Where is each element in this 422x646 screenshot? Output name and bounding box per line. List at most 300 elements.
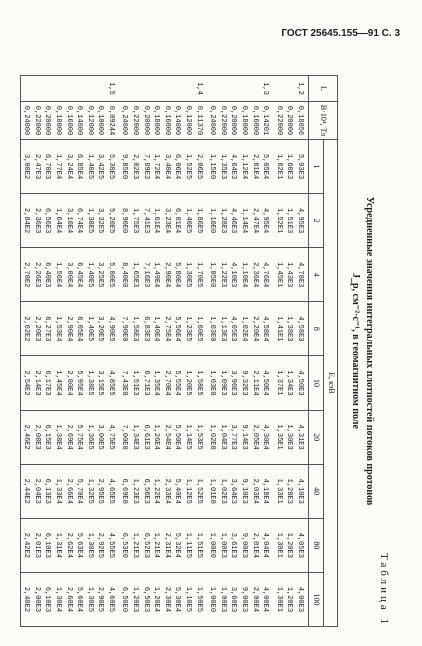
- title-line-1: Усредненные значения интегральных плотностей потоков протонов: [364, 196, 375, 506]
- cell-value: 7,90E0: [119, 302, 130, 356]
- cell-value: 4,55E5: [105, 518, 119, 572]
- table-row: [172, 76, 183, 627]
- table-row: [119, 76, 130, 627]
- cell-value: 4,58E4: [260, 302, 274, 356]
- cell-value: 9,32E3: [238, 356, 249, 410]
- cell-value: 5,63E4: [74, 518, 85, 572]
- table-row: [42, 76, 53, 627]
- cell-value: 2,60E4: [63, 572, 74, 626]
- page-header: ГОСТ 25645.155—91 С. 3: [281, 28, 400, 39]
- cell-value: 4,64E3: [228, 140, 239, 194]
- table-row: [151, 76, 162, 627]
- cell-value: 2,03E4: [249, 464, 260, 518]
- cell-value: 6,40E3: [42, 248, 53, 302]
- table-row: [140, 76, 151, 627]
- table-wrapper: [20, 75, 338, 627]
- cell-l: [161, 76, 172, 102]
- cell-value: 1,35E3: [217, 140, 228, 194]
- cell-value: 9,00E3: [238, 518, 249, 572]
- table-row: [52, 76, 63, 627]
- cell-value: 6,45E4: [74, 248, 85, 302]
- cell-value: 8,40E0: [119, 248, 130, 302]
- cell-value: 1,34E3: [284, 356, 295, 410]
- cell-value: 1,13E3: [217, 302, 228, 356]
- cell-value: 2,33E4: [161, 464, 172, 518]
- cell-value: 1,45E4: [52, 356, 63, 410]
- cell-b: 0,18000: [52, 102, 63, 140]
- cell-value: 1,35E4: [151, 356, 162, 410]
- cell-value: 3,15E5: [95, 356, 106, 410]
- col-header-b: B·10⁴, Тл: [309, 102, 338, 140]
- cell-value: 1,51E5: [193, 518, 207, 572]
- cell-value: 6,74E4: [74, 194, 85, 248]
- table-row: [260, 76, 274, 627]
- cell-value: 2,80E4: [63, 356, 74, 410]
- cell-value: 8,90E0: [119, 194, 130, 248]
- cell-value: 2,95E5: [95, 464, 106, 518]
- cell-value: 1,00E0: [207, 518, 218, 572]
- cell-value: 1,60E3: [284, 140, 295, 194]
- cell-value: 1,51E3: [284, 194, 295, 248]
- table-number: Таблица 1: [378, 552, 390, 627]
- cell-value: 1,36E5: [84, 410, 95, 464]
- cell-value: 6,17E3: [42, 356, 53, 410]
- cell-value: 9,14E3: [238, 410, 249, 464]
- col-header-energy: 80: [309, 518, 324, 572]
- cell-value: 1,30E1: [273, 572, 284, 626]
- cell-value: 1,70E5: [193, 248, 207, 302]
- cell-value: 1,10E5: [182, 572, 193, 626]
- cell-value: 3,96E3: [228, 356, 239, 410]
- col-header-energy: 2: [309, 194, 324, 248]
- cell-value: 5,32E4: [172, 518, 183, 572]
- cell-value: 2,00E4: [249, 572, 260, 626]
- cell-value: 1,58E5: [193, 356, 207, 410]
- cell-value: 1,30E5: [84, 572, 95, 626]
- cell-b: 0,20000: [284, 102, 295, 140]
- table-row: [207, 76, 218, 627]
- cell-value: 6,10E3: [42, 518, 53, 572]
- table-row: [284, 76, 295, 627]
- cell-b: 0,22000: [217, 102, 228, 140]
- cell-value: 1,20E3: [284, 518, 295, 572]
- cell-value: 1,30E3: [284, 410, 295, 464]
- table-row: [249, 76, 260, 627]
- cell-b: 0,14201: [260, 102, 274, 140]
- cell-value: 1,20E3: [130, 572, 141, 626]
- cell-value: 1,00E3: [217, 518, 228, 572]
- cell-value: 4,30E4: [260, 410, 274, 464]
- col-header-energy: 4: [309, 248, 324, 302]
- cell-value: 1,22E4: [151, 464, 162, 518]
- cell-value: 1,14E5: [182, 410, 193, 464]
- cell-value: 4,60E5: [105, 572, 119, 626]
- cell-value: 1,38E3: [284, 302, 295, 356]
- cell-value: 1,33E1: [273, 464, 284, 518]
- cell-value: 2,30E4: [161, 572, 172, 626]
- cell-value: 7,89E3: [140, 140, 151, 194]
- table-row: [161, 76, 172, 627]
- cell-value: 3,00E4: [63, 248, 74, 302]
- cell-value: 6,15E3: [42, 410, 53, 464]
- cell-l: [74, 76, 85, 102]
- cell-value: 6,52E3: [140, 518, 151, 572]
- cell-value: 1,52E5: [182, 140, 193, 194]
- cell-value: 2,62E4: [63, 518, 74, 572]
- cell-l: [238, 76, 249, 102]
- cell-value: 1,77E4: [52, 140, 63, 194]
- cell-value: 3,61E3: [228, 518, 239, 572]
- cell-b: 0,22000: [130, 102, 141, 140]
- cell-value: 4,50E3: [294, 356, 308, 410]
- rotated-table-frame: [22, 71, 392, 631]
- cell-value: 7,16E3: [140, 248, 151, 302]
- cell-value: 9,85E0: [119, 140, 130, 194]
- cell-value: 3,00E2: [20, 140, 31, 194]
- cell-value: 5,70E4: [74, 464, 85, 518]
- table-title: [348, 71, 376, 631]
- cell-value: 2,92E5: [95, 518, 106, 572]
- cell-l: 1,2: [294, 76, 308, 102]
- cell-value: 1,34E3: [130, 410, 141, 464]
- cell-value: 2,20E3: [31, 302, 42, 356]
- cell-l: [119, 76, 130, 102]
- cell-value: 3,24E4: [63, 140, 74, 194]
- cell-value: 1,41E1: [273, 302, 284, 356]
- cell-value: 1,37E1: [273, 356, 284, 410]
- cell-value: 1,50E5: [193, 572, 207, 626]
- cell-value: 4,05E3: [294, 518, 308, 572]
- cell-l: [140, 76, 151, 102]
- cell-b: 0,16000: [161, 102, 172, 140]
- cell-value: 6,13E3: [42, 464, 53, 518]
- cell-value: 4,00E4: [260, 572, 274, 626]
- cell-value: 6,05E4: [74, 302, 85, 356]
- table-row: [182, 76, 193, 627]
- cell-b: 0,14000: [74, 102, 85, 140]
- cell-value: 1,65E3: [130, 248, 141, 302]
- cell-l: [95, 76, 106, 102]
- cell-value: 1,03E0: [207, 356, 218, 410]
- cell-value: 1,28E3: [217, 194, 228, 248]
- cell-l: [207, 76, 218, 102]
- cell-value: 1,21E4: [151, 518, 162, 572]
- cell-value: 1,31E4: [52, 518, 63, 572]
- cell-value: 1,53E4: [52, 302, 63, 356]
- cell-value: 2,44E2: [20, 464, 31, 518]
- cell-value: 1,40E5: [182, 194, 193, 248]
- cell-value: 1,20E5: [182, 356, 193, 410]
- table-row: [84, 76, 95, 627]
- cell-value: 3,64E3: [228, 464, 239, 518]
- cell-value: 6,56E3: [42, 194, 53, 248]
- cell-value: 4,46E3: [228, 194, 239, 248]
- cell-value: 2,46E2: [20, 410, 31, 464]
- table-row: [273, 76, 284, 627]
- cell-value: 6,50E0: [119, 572, 130, 626]
- cell-value: 4,95E3: [294, 194, 308, 248]
- cell-value: 1,00E3: [217, 572, 228, 626]
- cell-value: 1,35E1: [273, 410, 284, 464]
- cell-value: 1,22E3: [217, 248, 228, 302]
- cell-b: 0,24000: [119, 102, 130, 140]
- cell-value: 2,31E4: [161, 518, 172, 572]
- cell-value: 2,62E2: [20, 302, 31, 356]
- cell-value: 3,32E5: [95, 194, 106, 248]
- cell-value: 2,75E4: [161, 302, 172, 356]
- cell-l: [228, 76, 239, 102]
- cell-value: 5,50E4: [172, 410, 183, 464]
- cell-value: 6,56E3: [140, 464, 151, 518]
- cell-value: 7,43E0: [119, 356, 130, 410]
- cell-l: [273, 76, 284, 102]
- cell-value: 1,60E5: [193, 302, 207, 356]
- table-row: [294, 76, 308, 627]
- cell-b: 0,18056: [294, 102, 308, 140]
- title-line-2: J_p, см⁻²·с⁻¹, в геомагнитном поле: [350, 273, 361, 429]
- table-row: [20, 76, 31, 627]
- col-header-energy: 8: [309, 302, 324, 356]
- cell-b: 0,24000: [207, 102, 218, 140]
- cell-value: 1,04E3: [217, 410, 228, 464]
- cell-value: 1,30E1: [273, 518, 284, 572]
- cell-value: 1,40E5: [84, 140, 95, 194]
- cell-value: 5,75E4: [74, 410, 85, 464]
- cell-value: 2,20E4: [249, 302, 260, 356]
- cell-value: 1,62E1: [273, 140, 284, 194]
- col-header-l: L: [309, 76, 338, 102]
- cell-b: 0,16000: [63, 102, 74, 140]
- cell-value: 1,64E4: [52, 194, 63, 248]
- cell-value: 3,77E3: [228, 410, 239, 464]
- cell-l: 1,3: [260, 76, 274, 102]
- col-header-energy-group: E, кэВ: [324, 140, 338, 627]
- cell-value: 6,27E3: [42, 302, 53, 356]
- cell-value: 7,00E0: [119, 410, 130, 464]
- cell-value: 2,01E3: [31, 518, 42, 572]
- cell-value: 4,05E3: [228, 302, 239, 356]
- cell-b: 0,18000: [151, 102, 162, 140]
- cell-value: 1,02E0: [207, 410, 218, 464]
- cell-b: 0,22000: [31, 102, 42, 140]
- cell-b: 0,22000: [273, 102, 284, 140]
- cell-b: 0,20000: [140, 102, 151, 140]
- cell-value: 5,95E4: [74, 356, 85, 410]
- cell-l: [63, 76, 74, 102]
- cell-value: 1,72E4: [151, 140, 162, 194]
- cell-value: 1,15E0: [207, 140, 218, 194]
- cell-b: 0,20000: [228, 102, 239, 140]
- cell-value: 1,21E3: [130, 518, 141, 572]
- cell-value: 2,36E4: [249, 248, 260, 302]
- cell-value: 2,66E4: [63, 464, 74, 518]
- cell-value: 6,69E0: [119, 464, 130, 518]
- table-row: [193, 76, 207, 627]
- cell-value: 9,00E3: [238, 572, 249, 626]
- cell-value: 1,12E4: [238, 140, 249, 194]
- cell-value: 2,47E4: [249, 194, 260, 248]
- cell-value: 2,70E2: [20, 248, 31, 302]
- cell-value: 1,12E5: [182, 464, 193, 518]
- cell-value: 4,18E4: [260, 464, 274, 518]
- cell-value: 2,61E4: [249, 140, 260, 194]
- cell-l: 1,4: [193, 76, 207, 102]
- table-row: [31, 76, 42, 627]
- cell-value: 3,20E5: [95, 302, 106, 356]
- cell-value: 1,40E5: [84, 302, 95, 356]
- cell-value: 1,40E5: [84, 248, 95, 302]
- cell-value: 3,42E5: [95, 140, 106, 194]
- cell-b: 0,12000: [84, 102, 95, 140]
- data-table: [20, 75, 338, 627]
- cell-value: 1,38E4: [52, 410, 63, 464]
- cell-value: 1,23E3: [130, 464, 141, 518]
- cell-l: [151, 76, 162, 102]
- cell-l: [31, 76, 42, 102]
- cell-value: 5,03E3: [294, 140, 308, 194]
- cell-value: 4,10E3: [294, 464, 308, 518]
- cell-b: 0,18000: [238, 102, 249, 140]
- cell-value: 1,52E5: [193, 464, 207, 518]
- cell-value: 1,28E3: [284, 464, 295, 518]
- cell-value: 3,00E5: [95, 410, 106, 464]
- cell-value: 1,10E0: [207, 194, 218, 248]
- col-header-energy: 10: [309, 356, 324, 410]
- cell-value: 2,69E4: [63, 410, 74, 464]
- cell-value: 4,76E4: [260, 248, 274, 302]
- cell-value: 6,01E4: [172, 194, 183, 248]
- cell-value: 4,50E4: [260, 356, 274, 410]
- cell-value: 1,05E0: [207, 248, 218, 302]
- cell-l: [42, 76, 53, 102]
- cell-value: 3,40E4: [161, 140, 172, 194]
- cell-value: 1,51E3: [130, 356, 141, 410]
- cell-b: 0,24000: [20, 102, 31, 140]
- cell-b: 0,12000: [182, 102, 193, 140]
- cell-value: 4,78E3: [294, 248, 308, 302]
- cell-value: 1,20E3: [284, 572, 295, 626]
- cell-value: 4,31E3: [294, 410, 308, 464]
- cell-value: 2,01E4: [249, 518, 260, 572]
- cell-value: 1,30E4: [52, 572, 63, 626]
- cell-value: 4,85E5: [105, 356, 119, 410]
- cell-l: [249, 76, 260, 102]
- cell-value: 1,38E5: [84, 356, 95, 410]
- cell-value: 6,71E3: [140, 356, 151, 410]
- cell-value: 6,61E3: [140, 410, 151, 464]
- cell-value: 1,23E5: [182, 302, 193, 356]
- cell-value: 5,20E5: [105, 194, 119, 248]
- cell-value: 4,04E4: [260, 518, 274, 572]
- cell-value: 2,70E4: [161, 356, 172, 410]
- cell-value: 4,58E3: [294, 302, 308, 356]
- cell-value: 1,10E4: [238, 248, 249, 302]
- cell-value: 5,30E4: [172, 572, 183, 626]
- cell-value: 1,40E4: [151, 302, 162, 356]
- cell-value: 1,02E4: [238, 302, 249, 356]
- cell-value: 5,55E4: [172, 356, 183, 410]
- cell-value: 5,30E5: [105, 140, 119, 194]
- cell-value: 4,10E3: [228, 248, 239, 302]
- cell-value: 2,00E3: [31, 572, 42, 626]
- cell-value: 6,53E0: [119, 518, 130, 572]
- cell-value: 2,54E2: [20, 356, 31, 410]
- cell-value: 9,10E3: [238, 464, 249, 518]
- cell-value: 2,06E5: [193, 140, 207, 194]
- cell-b: 0,10000: [95, 102, 106, 140]
- cell-value: 2,40E2: [20, 572, 31, 626]
- cell-value: 1,32E5: [84, 464, 95, 518]
- cell-value: 1,61E4: [151, 194, 162, 248]
- cell-value: 1,11E5: [182, 518, 193, 572]
- table-row: [95, 76, 106, 627]
- cell-value: 2,42E2: [20, 518, 31, 572]
- cell-value: 1,56E4: [52, 248, 63, 302]
- cell-value: 1,02E3: [217, 464, 228, 518]
- cell-value: 2,90E5: [95, 572, 106, 626]
- cell-value: 1,38E5: [84, 194, 95, 248]
- table-row: [63, 76, 74, 627]
- cell-value: 2,84E2: [20, 194, 31, 248]
- cell-value: 7,41E3: [140, 194, 151, 248]
- cell-value: 1,45E1: [273, 248, 284, 302]
- cell-b: 0,20000: [42, 102, 53, 140]
- cell-value: 1,86E5: [193, 194, 207, 248]
- cell-value: 2,36E3: [31, 194, 42, 248]
- cell-value: 1,01E0: [207, 464, 218, 518]
- table-row: [238, 76, 249, 627]
- table-row: [217, 76, 228, 627]
- cell-value: 6,06E4: [172, 140, 183, 194]
- cell-value: 4,90E5: [105, 302, 119, 356]
- cell-value: 2,26E3: [31, 248, 42, 302]
- cell-value: 4,65E5: [105, 464, 119, 518]
- cell-l: [172, 76, 183, 102]
- cell-value: 1,14E4: [238, 194, 249, 248]
- cell-value: 2,05E4: [249, 410, 260, 464]
- cell-b: 0,09244: [105, 102, 119, 140]
- cell-value: 1,53E5: [193, 410, 207, 464]
- cell-value: 6,10E3: [42, 572, 53, 626]
- cell-value: 6,70E3: [42, 140, 53, 194]
- cell-value: 2,11E4: [249, 356, 260, 410]
- cell-value: 3,10E4: [63, 194, 74, 248]
- cell-value: 3,23E4: [161, 194, 172, 248]
- cell-l: [217, 76, 228, 102]
- cell-value: 1,30E5: [182, 248, 193, 302]
- cell-value: 1,49E4: [151, 248, 162, 302]
- cell-value: 4,00E3: [294, 572, 308, 626]
- cell-value: 2,47E3: [31, 140, 42, 194]
- cell-value: 6,85E4: [74, 140, 85, 194]
- cell-value: 5,56E4: [172, 302, 183, 356]
- cell-value: 2,54E4: [161, 410, 172, 464]
- cell-l: [182, 76, 193, 102]
- cell-value: 1,52E1: [273, 194, 284, 248]
- cell-value: 4,95E4: [260, 194, 274, 248]
- table-row: [228, 76, 239, 627]
- cell-value: 2,08E3: [31, 410, 42, 464]
- cell-b: 0,11370: [193, 102, 207, 140]
- cell-value: 3,60E3: [228, 572, 239, 626]
- cell-value: 6,50E3: [140, 572, 151, 626]
- cell-l: [130, 76, 141, 102]
- cell-l: 1,5: [105, 76, 119, 102]
- col-header-energy: 1: [309, 140, 324, 194]
- table-row: [74, 76, 85, 627]
- cell-value: 1,09E3: [217, 356, 228, 410]
- cell-value: 2,90E4: [63, 302, 74, 356]
